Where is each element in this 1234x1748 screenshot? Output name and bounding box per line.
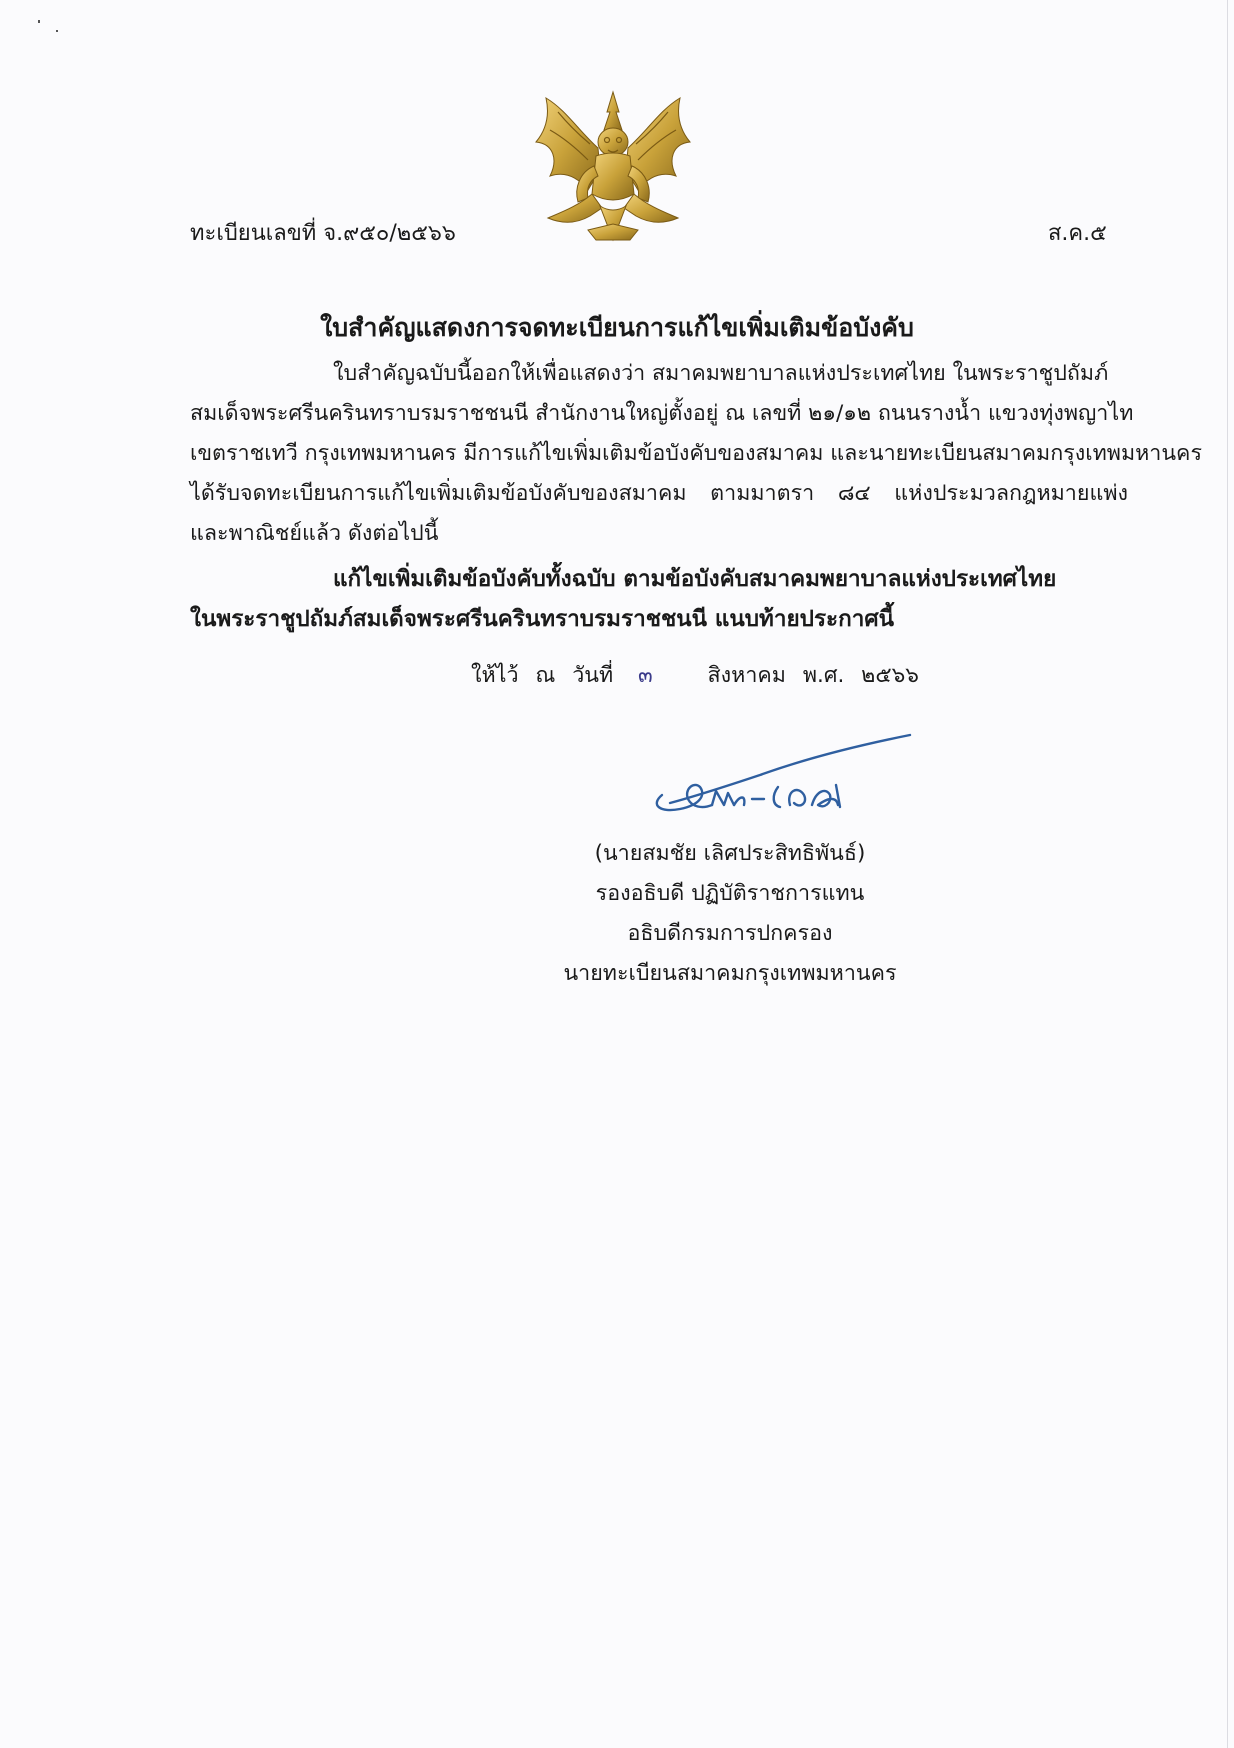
amendment-line: แก้ไขเพิ่มเติมข้อบังคับทั้งฉบับ ตามข้อบังคับสมาคมพยาบาลแห่งประเทศไทย bbox=[333, 566, 1057, 592]
date-month: สิงหาคม bbox=[707, 663, 786, 688]
document-title: ใบสำคัญแสดงการจดทะเบียนการแก้ไขเพิ่มเติมข้อบังคับ bbox=[320, 313, 914, 342]
signatory-position: รองอธิบดี ปฏิบัติราชการแทน bbox=[595, 881, 865, 906]
body-line: ได้รับจดทะเบียนการแก้ไขเพิ่มเติมข้อบังคับของสมาคม ตามมาตรา ๘๔ แห่งประมวลกฎหมายแพ่ง bbox=[190, 481, 1128, 506]
scan-edge-line bbox=[1227, 0, 1228, 1748]
date-day: ๓ bbox=[638, 663, 653, 688]
body-line: ใบสำคัญฉบับนี้ออกให้เพื่อแสดงว่า สมาคมพยาบาลแห่งประเทศไทย ในพระราชูปถัมภ์ bbox=[333, 361, 1109, 386]
date-at-label: ณ bbox=[535, 663, 556, 688]
signatory-position: อธิบดีกรมการปกครอง bbox=[627, 921, 833, 946]
date-era: พ.ศ. bbox=[802, 663, 845, 688]
amendment-line: ในพระราชูปถัมภ์สมเด็จพระศรีนครินทราบรมราชชนนี แนบท้ายประกาศนี้ bbox=[190, 606, 895, 632]
garuda-emblem-icon bbox=[528, 90, 698, 258]
date-day-label: วันที่ bbox=[572, 663, 614, 688]
date-given-label: ให้ไว้ bbox=[471, 663, 519, 688]
body-line: เขตราชเทวี กรุงเทพมหานคร มีการแก้ไขเพิ่มเติมข้อบังคับของสมาคม และนายทะเบียนสมาคมกรุงเทพมหานคร bbox=[190, 441, 1202, 466]
date-year: ๒๕๖๖ bbox=[861, 663, 919, 688]
handwritten-signature-icon bbox=[640, 725, 920, 820]
registration-number: ทะเบียนเลขที่ จ.๙๕๐/๒๕๖๖ bbox=[190, 221, 456, 246]
issue-date bbox=[471, 658, 919, 692]
form-code: ส.ค.๕ bbox=[1048, 221, 1107, 246]
signatory-name: (นายสมชัย เลิศประสิทธิพันธ์) bbox=[594, 841, 866, 866]
scan-speck bbox=[56, 30, 58, 32]
signatory-position: นายทะเบียนสมาคมกรุงเทพมหานคร bbox=[563, 961, 897, 986]
body-line: สมเด็จพระศรีนครินทราบรมราชชนนี สำนักงานใหญ่ตั้งอยู่ ณ เลขที่ ๒๑/๑๒ ถนนรางน้ำ แขวงทุ่งพญาไท bbox=[190, 401, 1134, 426]
body-line: และพาณิชย์แล้ว ดังต่อไปนี้ bbox=[190, 521, 439, 546]
scan-speck bbox=[38, 20, 40, 23]
